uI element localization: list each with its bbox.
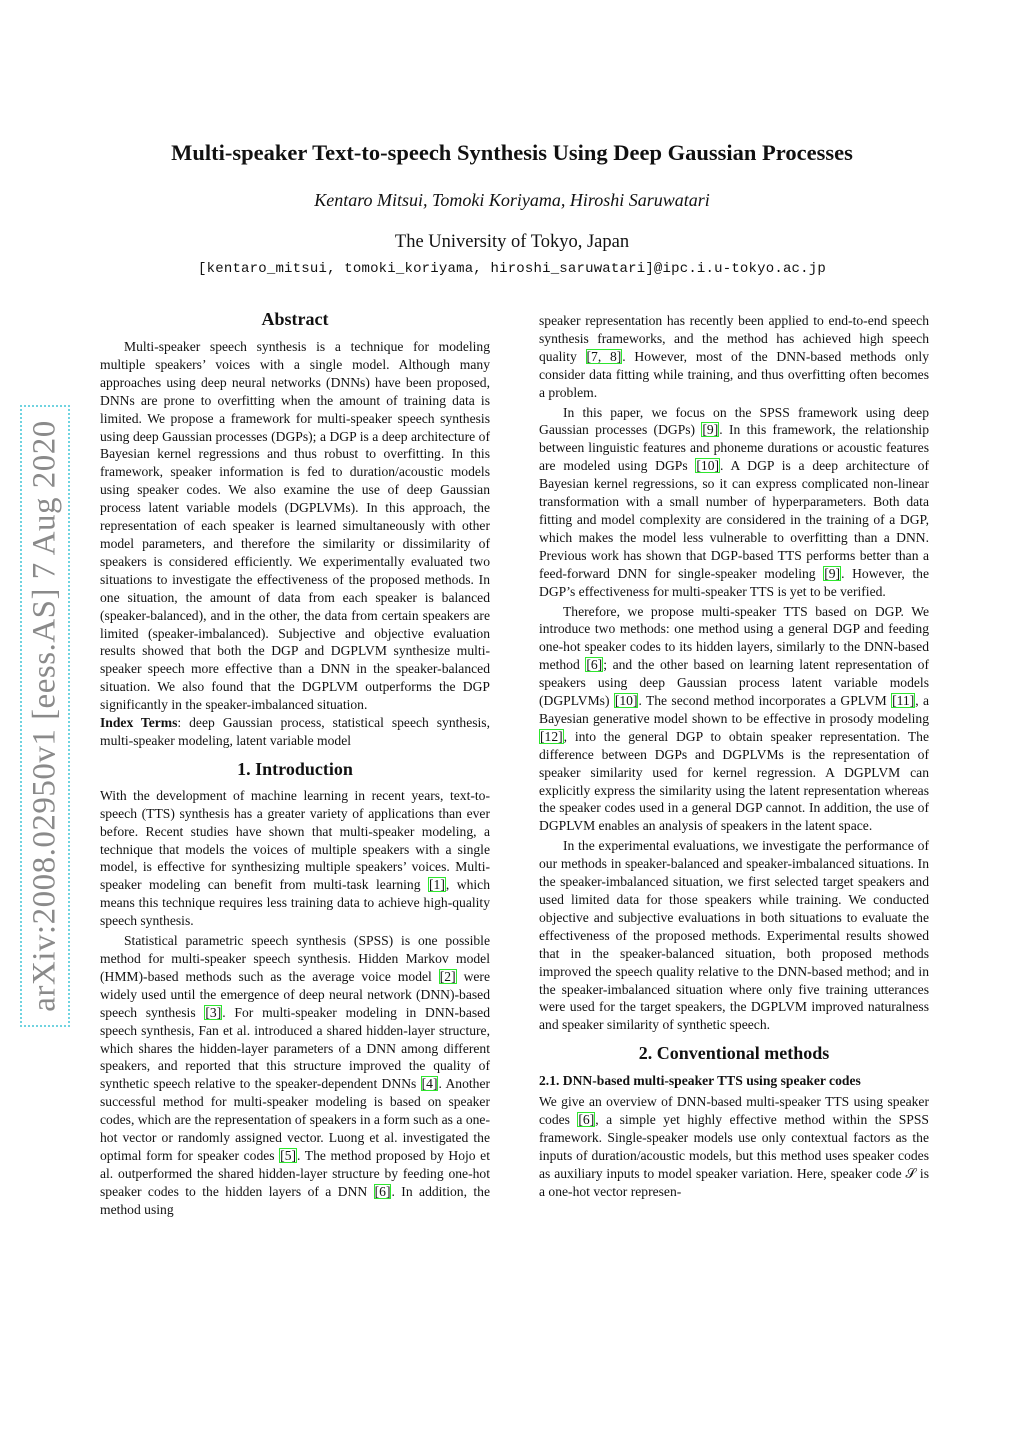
intro-paragraph-5: Therefore, we propose multi-speaker TTS based on DGP. We introduce two methods: one method using a general DGP and feeding one-hot speaker codes to its hidden layers, similarly to the DNN-based method [6]; and the other based on learning latent representation of speakers using deep Gaussian process latent variable models (DGPLVMs) [10]. The second method incorporates a GPLVM [11], a Bayesian generative model shown to be effective in prosody modeling [12], into the general DGP to obtain speaker representation. The difference between DGPs and DGPLVMs is the representation of speaker similarity used for kernel regression. A DGPLVM can explicitly express the similarity using the latent representation whereas the speaker codes used in a general DGP cannot. In addition, the use of DGPLVM enables an analysis of speakers in the latent space. bbox=[539, 603, 930, 834]
arxiv-stamp bbox=[20, 405, 70, 1027]
subsection-heading: 2.1. DNN-based multi-speaker TTS using speaker codes bbox=[539, 1073, 861, 1089]
authors: Kentaro Mitsui, Tomoki Koriyama, Hiroshi Saruwatari bbox=[314, 190, 710, 210]
citation-link[interactable]: [2] bbox=[439, 968, 456, 984]
index-terms-label: Index Terms bbox=[100, 715, 178, 731]
index-terms-text: : deep Gaussian process, statistical speech synthesis, multi-speaker modeling, latent variable model bbox=[100, 715, 490, 748]
abstract-text: Multi-speaker speech synthesis is a technique for modeling multiple speakers’ voices with a single model. Although many approaches using deep neural networks (DNNs) have been proposed, DNNs are prone to overfitting when the amount of training data is limited. We propose a framework for multi-speaker speech synthesis using deep Gaussian processes (DGPs); a DGP is a deep architecture of Bayesian kernel regressions and thus robust to overfitting. In this framework, speaker information is fed to duration/acoustic models using speaker codes. We also examine the use of deep Gaussian process latent variable models (DGPLVMs). In this approach, the representation of each speaker is learned simultaneously with other model parameters, and therefore the similarity or dissimilarity of speakers is considered efficiently. We experimentally evaluated two situations to investigate the effectiveness of the proposed methods. In one situation, the amount of data from each speaker is balanced (speaker-balanced), and in the other, the data from certain speakers are limited (speaker-imbalanced). Subjective and objective evaluation results showed that both the DGP and DGPLVM synthesize multi-speaker speech more effective than a DNN in the speaker-balanced situation. We also found that the DGPLVM outperforms the DGP significantly in the speaker-imbalanced situation. bbox=[100, 339, 490, 713]
citation-link[interactable]: [6] bbox=[578, 1112, 595, 1128]
index-terms bbox=[100, 714, 490, 750]
left-column bbox=[100, 308, 490, 1219]
citation-link[interactable]: [6] bbox=[586, 657, 603, 673]
arxiv-id: arXiv:2008.02950v1 [eess.AS] 7 Aug 2020 bbox=[26, 420, 63, 1012]
intro-paragraph-1: With the development of machine learning in recent years, text-to-speech (TTS) synthesis has a greater variety of applications than ever before. Recent studies have shown that multi-speaker modeling, a technique that models the voices of multiple speakers with a single model, is effective for synthesizing multiple speakers’ voices. Multi-speaker modeling can benefit from multi-task learning [1], which means this technique requires less training data to achieve high-quality speech synthesis. bbox=[100, 787, 490, 929]
citation-link[interactable]: [9] bbox=[824, 565, 841, 581]
citation-link[interactable]: [3] bbox=[205, 1004, 222, 1020]
citation-link[interactable]: [5] bbox=[280, 1147, 297, 1163]
citation-link[interactable]: [9] bbox=[702, 422, 719, 438]
citation-link[interactable]: [10] bbox=[614, 693, 638, 709]
conv-paragraph-1: We give an overview of DNN-based multi-speaker TTS using speaker codes [6], a simple yet highly effective method within the SPSS framework. Single-speaker models use only contextual factors as the inputs of duration/acoustic models, but this method uses speaker codes as auxiliary inputs to model speaker variation. Here, speaker code 𝒮 is a one-hot vector represen- bbox=[539, 1094, 929, 1199]
right-column bbox=[539, 312, 929, 1201]
citation-link[interactable]: [6] bbox=[374, 1183, 391, 1199]
paper-title: Multi-speaker Text-to-speech Synthesis Using Deep Gaussian Processes bbox=[171, 140, 853, 165]
citation-link[interactable]: [7, 8] bbox=[586, 348, 622, 364]
affiliation: The University of Tokyo, Japan bbox=[394, 232, 630, 252]
abstract-heading: Abstract bbox=[261, 309, 329, 329]
citation-link[interactable]: [4] bbox=[421, 1076, 438, 1092]
conventional-methods-heading: 2. Conventional methods bbox=[638, 1043, 830, 1064]
intro-paragraph-6: In the experimental evaluations, we investigate the performance of our methods in speaker-balanced and speaker-imbalanced situations. In the speaker-imbalanced situation, we first selected target speakers and used limited data for those speakers while training. We conducted objective and subjective evaluations in both situations to evaluate the effectiveness of the proposed methods. Experimental results showed that in the speaker-balanced situation, both proposed methods improved the speech quality relative to the DNN-based method; and in the speaker-imbalanced situation where only five training utterances were used for the target speakers, the DGPLVM improved naturalness and speaker similarity of synthetic speech. bbox=[539, 838, 929, 1033]
intro-paragraph-2: Statistical parametric speech synthesis (SPSS) is one possible method for multi-speaker speech synthesis. Hidden Markov model (HMM)-based methods such as the average voice model [2] were widely used until the emergence of deep neural network (DNN)-based speech synthesis [3]. For multi-speaker modeling in DNN-based speech synthesis, Fan et al. introduced a shared hidden-layer structure, which shares the hidden-layer parameters of a DNN among different speakers, and reported that this structure improved the quality of synthetic speech relative to the speaker-dependent DNNs [4]. Another successful method for multi-speaker modeling is based on speaker codes, which are the representation of speakers in a form such as a one-hot vector or randomly assigned vector. Luong et al. investigated the optimal form for speaker codes [5]. The method proposed by Hojo et al. outperformed the shared hidden-layer structure by feeding one-hot speaker codes to the hidden layers of a DNN [6]. In addition, the method using bbox=[100, 933, 490, 1217]
email: [kentaro_mitsui, tomoki_koriyama, hiroshi_saruwatari]@ipc.i.u-tokyo.ac.jp bbox=[198, 261, 826, 277]
citation-link[interactable]: [11] bbox=[892, 693, 915, 709]
intro-paragraph-3: speaker representation has recently been applied to end-to-end speech synthesis frameworks, and the method has achieved high speech quality [7, 8]. However, most of the DNN-based methods only consider data fitting while training, and thus overfitting often becomes a problem. bbox=[539, 313, 929, 400]
citation-link[interactable]: [1] bbox=[429, 877, 445, 893]
citation-link[interactable]: [12] bbox=[540, 728, 563, 744]
intro-paragraph-4: In this paper, we focus on the SPSS framework using deep Gaussian processes (DGPs) [9]. In this framework, the relationship between linguistic features and phoneme durations or acoustic features are modeled using DGPs [10]. A DGP is a deep architecture of Bayesian kernel regressions, so it can express complicated non-linear transformation with a small number of hyperparameters. Both data fitting and model complexity are considered in the training of a DGP, which makes the model less vulnerable to overfitting than a DNN. Previous work has shown that DGP-based TTS performs better than a feed-forward DNN for single-speaker modeling [9]. However, the DGP’s effectiveness for multi-speaker TTS is yet to be verified. bbox=[539, 404, 930, 599]
introduction-heading: 1. Introduction bbox=[237, 758, 353, 779]
citation-link[interactable]: [10] bbox=[696, 458, 720, 474]
